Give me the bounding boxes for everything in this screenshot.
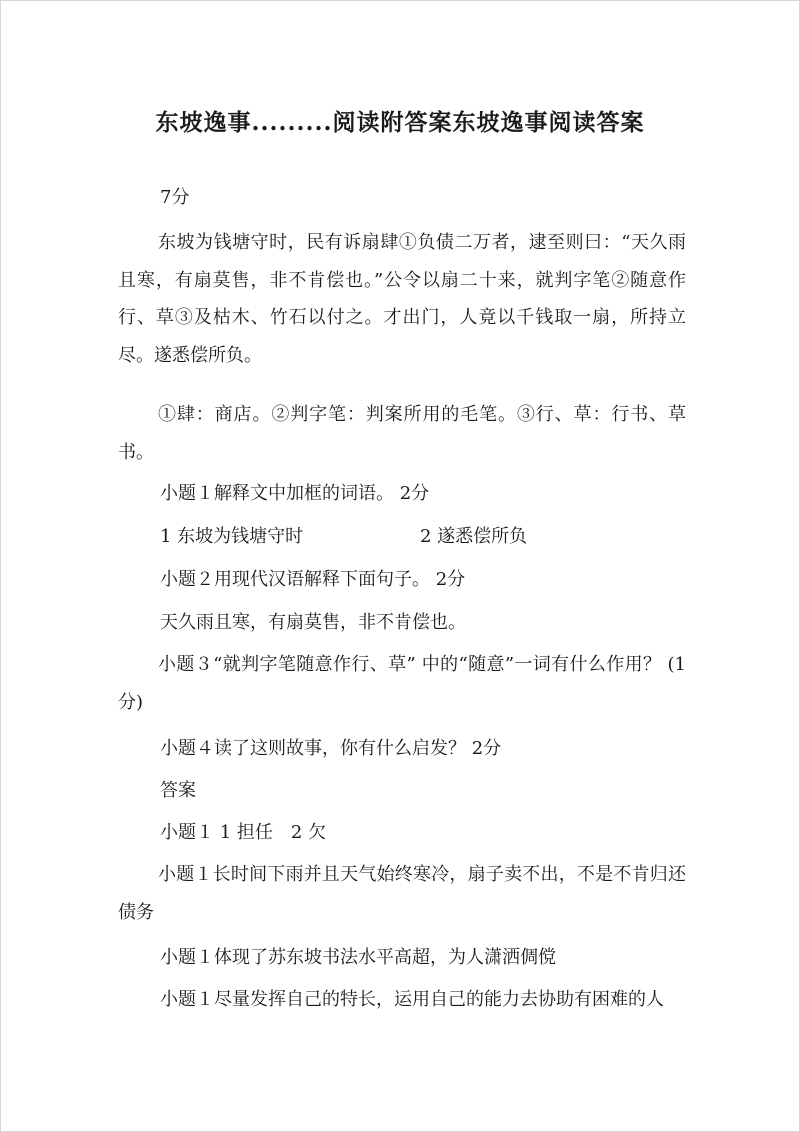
passage-paragraph: 东坡为钱塘守时，民有诉扇肆①负债二万者，逮至则曰：“天久雨且寒，有扇莫售，非不肯偿也。”公令以扇二十来，就判字笔②随意作行、草③及枯木、竹石以付之。才出门，人竟以千钱取一扇，所持立尽。遂悉偿所负。 [118, 232, 686, 366]
question-2-sentence: 天久雨且寒，有扇莫售，非不肯偿也。 [160, 612, 466, 633]
score-line: 7分 [160, 187, 190, 208]
answer-heading: 答案 [160, 780, 196, 801]
question-2: 小题２用现代汉语解释下面句子。 2分 [160, 569, 466, 590]
question-1-item-2: 2 遂悉偿所负 [420, 526, 528, 547]
answer-2: 小题１长时间下雨并且天气始终寒冷，扇子卖不出，不是不肯归还债务 [118, 864, 686, 923]
question-1: 小题１解释文中加框的词语。 2分 [160, 483, 430, 504]
question-3: 小题３“就判字笔随意作行、草” 中的“随意”一词有什么作用？ (1分) [118, 654, 686, 713]
answer-1: 小题１ 1 担任 2 欠 [160, 822, 327, 843]
notes-paragraph: ①肆：商店。②判字笔：判案所用的毛笔。③行、草：行书、草书。 [118, 404, 686, 463]
answer-4: 小题１尽量发挥自己的特长，运用自己的能力去协助有困难的人 [160, 989, 664, 1010]
question-1-item-1: 1 东坡为钱塘守时 [160, 526, 304, 547]
question-4: 小题４读了这则故事，你有什么启发？ 2分 [160, 738, 502, 759]
answer-3: 小题１体现了苏东坡书法水平高超，为人潇洒倜傥 [160, 947, 556, 968]
document-title: 东坡逸事.........阅读附答案东坡逸事阅读答案 [155, 109, 645, 136]
